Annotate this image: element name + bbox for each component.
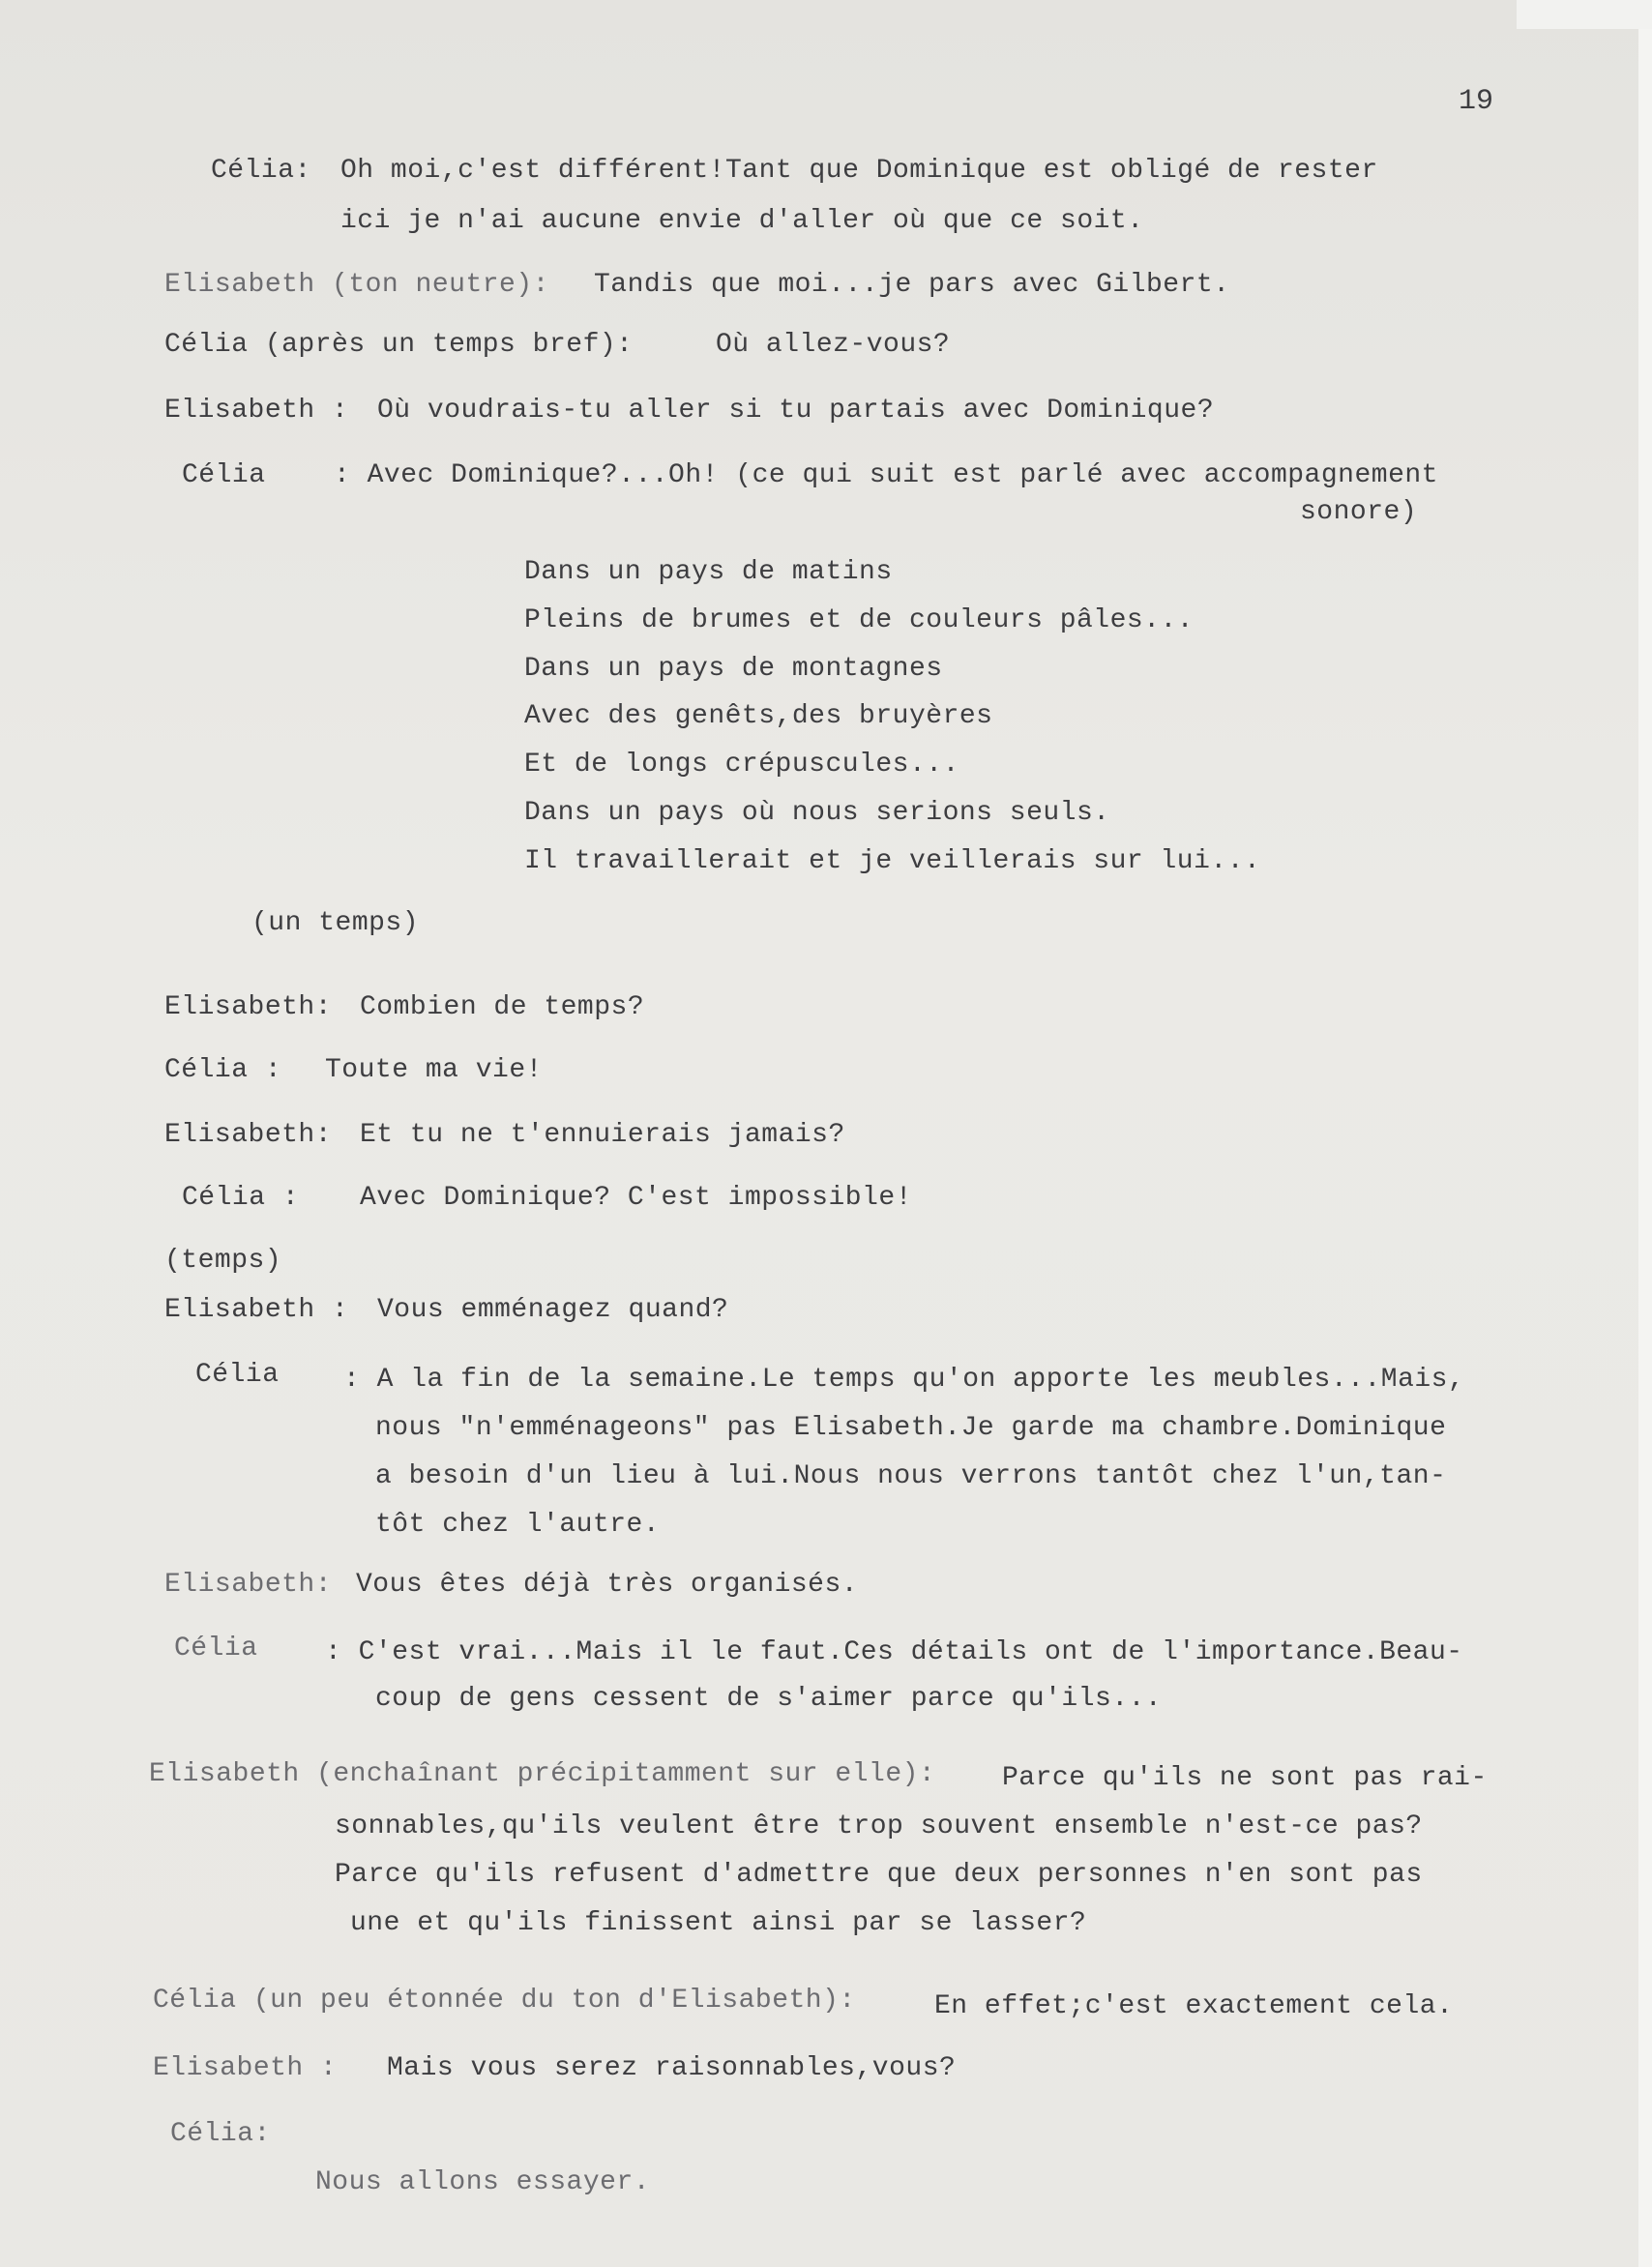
dialogue-speaker: Célia — [195, 1360, 280, 1390]
line-speaker-1: Célia: — [211, 156, 311, 186]
dialogue-text: Parce qu'ils ne sont pas rai- — [1002, 1763, 1488, 1793]
stage-direction: (temps) — [164, 1246, 282, 1276]
dialogue-text: une et qu'ils finissent ainsi par se lasser? — [350, 1908, 1087, 1938]
line-text-7: sonore) — [1300, 497, 1418, 527]
dialogue-speaker: Célia : — [164, 1055, 282, 1085]
poem-line: Dans un pays de matins — [524, 557, 893, 587]
dialogue-text: Mais vous serez raisonnables,vous? — [387, 2053, 957, 2083]
poem-line: Il travaillerait et je veillerais sur lui... — [524, 846, 1261, 876]
poem-line: Avec des genêts,des bruyères — [524, 701, 993, 731]
poem-line: Dans un pays où nous serions seuls. — [524, 798, 1110, 828]
line-text-6: : Avec Dominique?...Oh! (ce qui suit est parlé avec accompagnement — [334, 460, 1438, 490]
poem-line: Dans un pays de montagnes — [524, 654, 943, 684]
dialogue-speaker: Elisabeth (enchaînant précipitamment sur elle): — [149, 1759, 936, 1789]
line-text-5: Où voudrais-tu aller si tu partais avec Dominique? — [377, 396, 1215, 426]
dialogue-text: En effet;c'est exactement cela. — [934, 1991, 1454, 2021]
poem-line: Et de longs crépuscules... — [524, 750, 959, 780]
dialogue-text: coup de gens cessent de s'aimer parce qu'ils... — [375, 1684, 1163, 1714]
dialogue-speaker: Célia (un peu étonnée du ton d'Elisabeth): — [153, 1986, 856, 2016]
stage-direction: (un temps) — [251, 908, 420, 938]
line-speaker-5: Elisabeth : — [164, 396, 349, 426]
dialogue-speaker: Elisabeth: — [164, 1120, 333, 1150]
dialogue-text: a besoin d'un lieu à lui.Nous nous verrons tantôt chez l'un,tan- — [375, 1461, 1447, 1491]
dialogue-text: sonnables,qu'ils veulent être trop souvent ensemble n'est-ce pas? — [335, 1811, 1423, 1841]
dialogue-text: Parce qu'ils refusent d'admettre que deux personnes n'en sont pas — [335, 1860, 1423, 1890]
dialogue-text: Nous allons essayer. — [315, 2167, 651, 2197]
dialogue-text: nous "n'emménageons" pas Elisabeth.Je garde ma chambre.Dominique — [375, 1413, 1447, 1443]
dialogue-text: Combien de temps? — [360, 992, 645, 1022]
dialogue-text: : A la fin de la semaine.Le temps qu'on apporte les meubles...Mais, — [343, 1365, 1465, 1395]
line-text-2: ici je n'ai aucune envie d'aller où que ce soit. — [340, 206, 1144, 236]
page-corner — [1517, 0, 1652, 29]
line-text-1: Oh moi,c'est différent!Tant que Dominique est obligé de rester — [340, 156, 1378, 186]
dialogue-text: Toute ma vie! — [325, 1055, 543, 1085]
dialogue-text: Vous emménagez quand? — [377, 1295, 729, 1325]
line-speaker-4: Célia (après un temps bref): — [164, 330, 634, 360]
dialogue-speaker: Elisabeth: — [164, 1570, 333, 1600]
dialogue-text: Avec Dominique? C'est impossible! — [360, 1183, 912, 1213]
dialogue-speaker: Elisabeth : — [164, 1295, 349, 1325]
page-edge — [1638, 0, 1652, 2267]
dialogue-text: Vous êtes déjà très organisés. — [356, 1570, 859, 1600]
dialogue-speaker: Célia: — [170, 2119, 271, 2149]
dialogue-text: Et tu ne t'ennuierais jamais? — [360, 1120, 845, 1150]
page-number: 19 — [1459, 85, 1494, 118]
dialogue-speaker: Célia : — [182, 1183, 300, 1213]
line-text-4: Où allez-vous? — [716, 330, 951, 360]
dialogue-speaker: Célia — [174, 1634, 258, 1663]
dialogue-text: tôt chez l'autre. — [375, 1510, 661, 1540]
dialogue-text: : C'est vrai...Mais il le faut.Ces détails ont de l'importance.Beau- — [325, 1637, 1463, 1667]
line-text-3: Tandis que moi...je pars avec Gilbert. — [594, 270, 1230, 300]
poem-line: Pleins de brumes et de couleurs pâles... — [524, 605, 1195, 635]
line-speaker-3: Elisabeth (ton neutre): — [164, 270, 549, 300]
line-speaker-6: Célia — [182, 460, 266, 490]
dialogue-speaker: Elisabeth : — [153, 2053, 338, 2083]
dialogue-speaker: Elisabeth: — [164, 992, 333, 1022]
